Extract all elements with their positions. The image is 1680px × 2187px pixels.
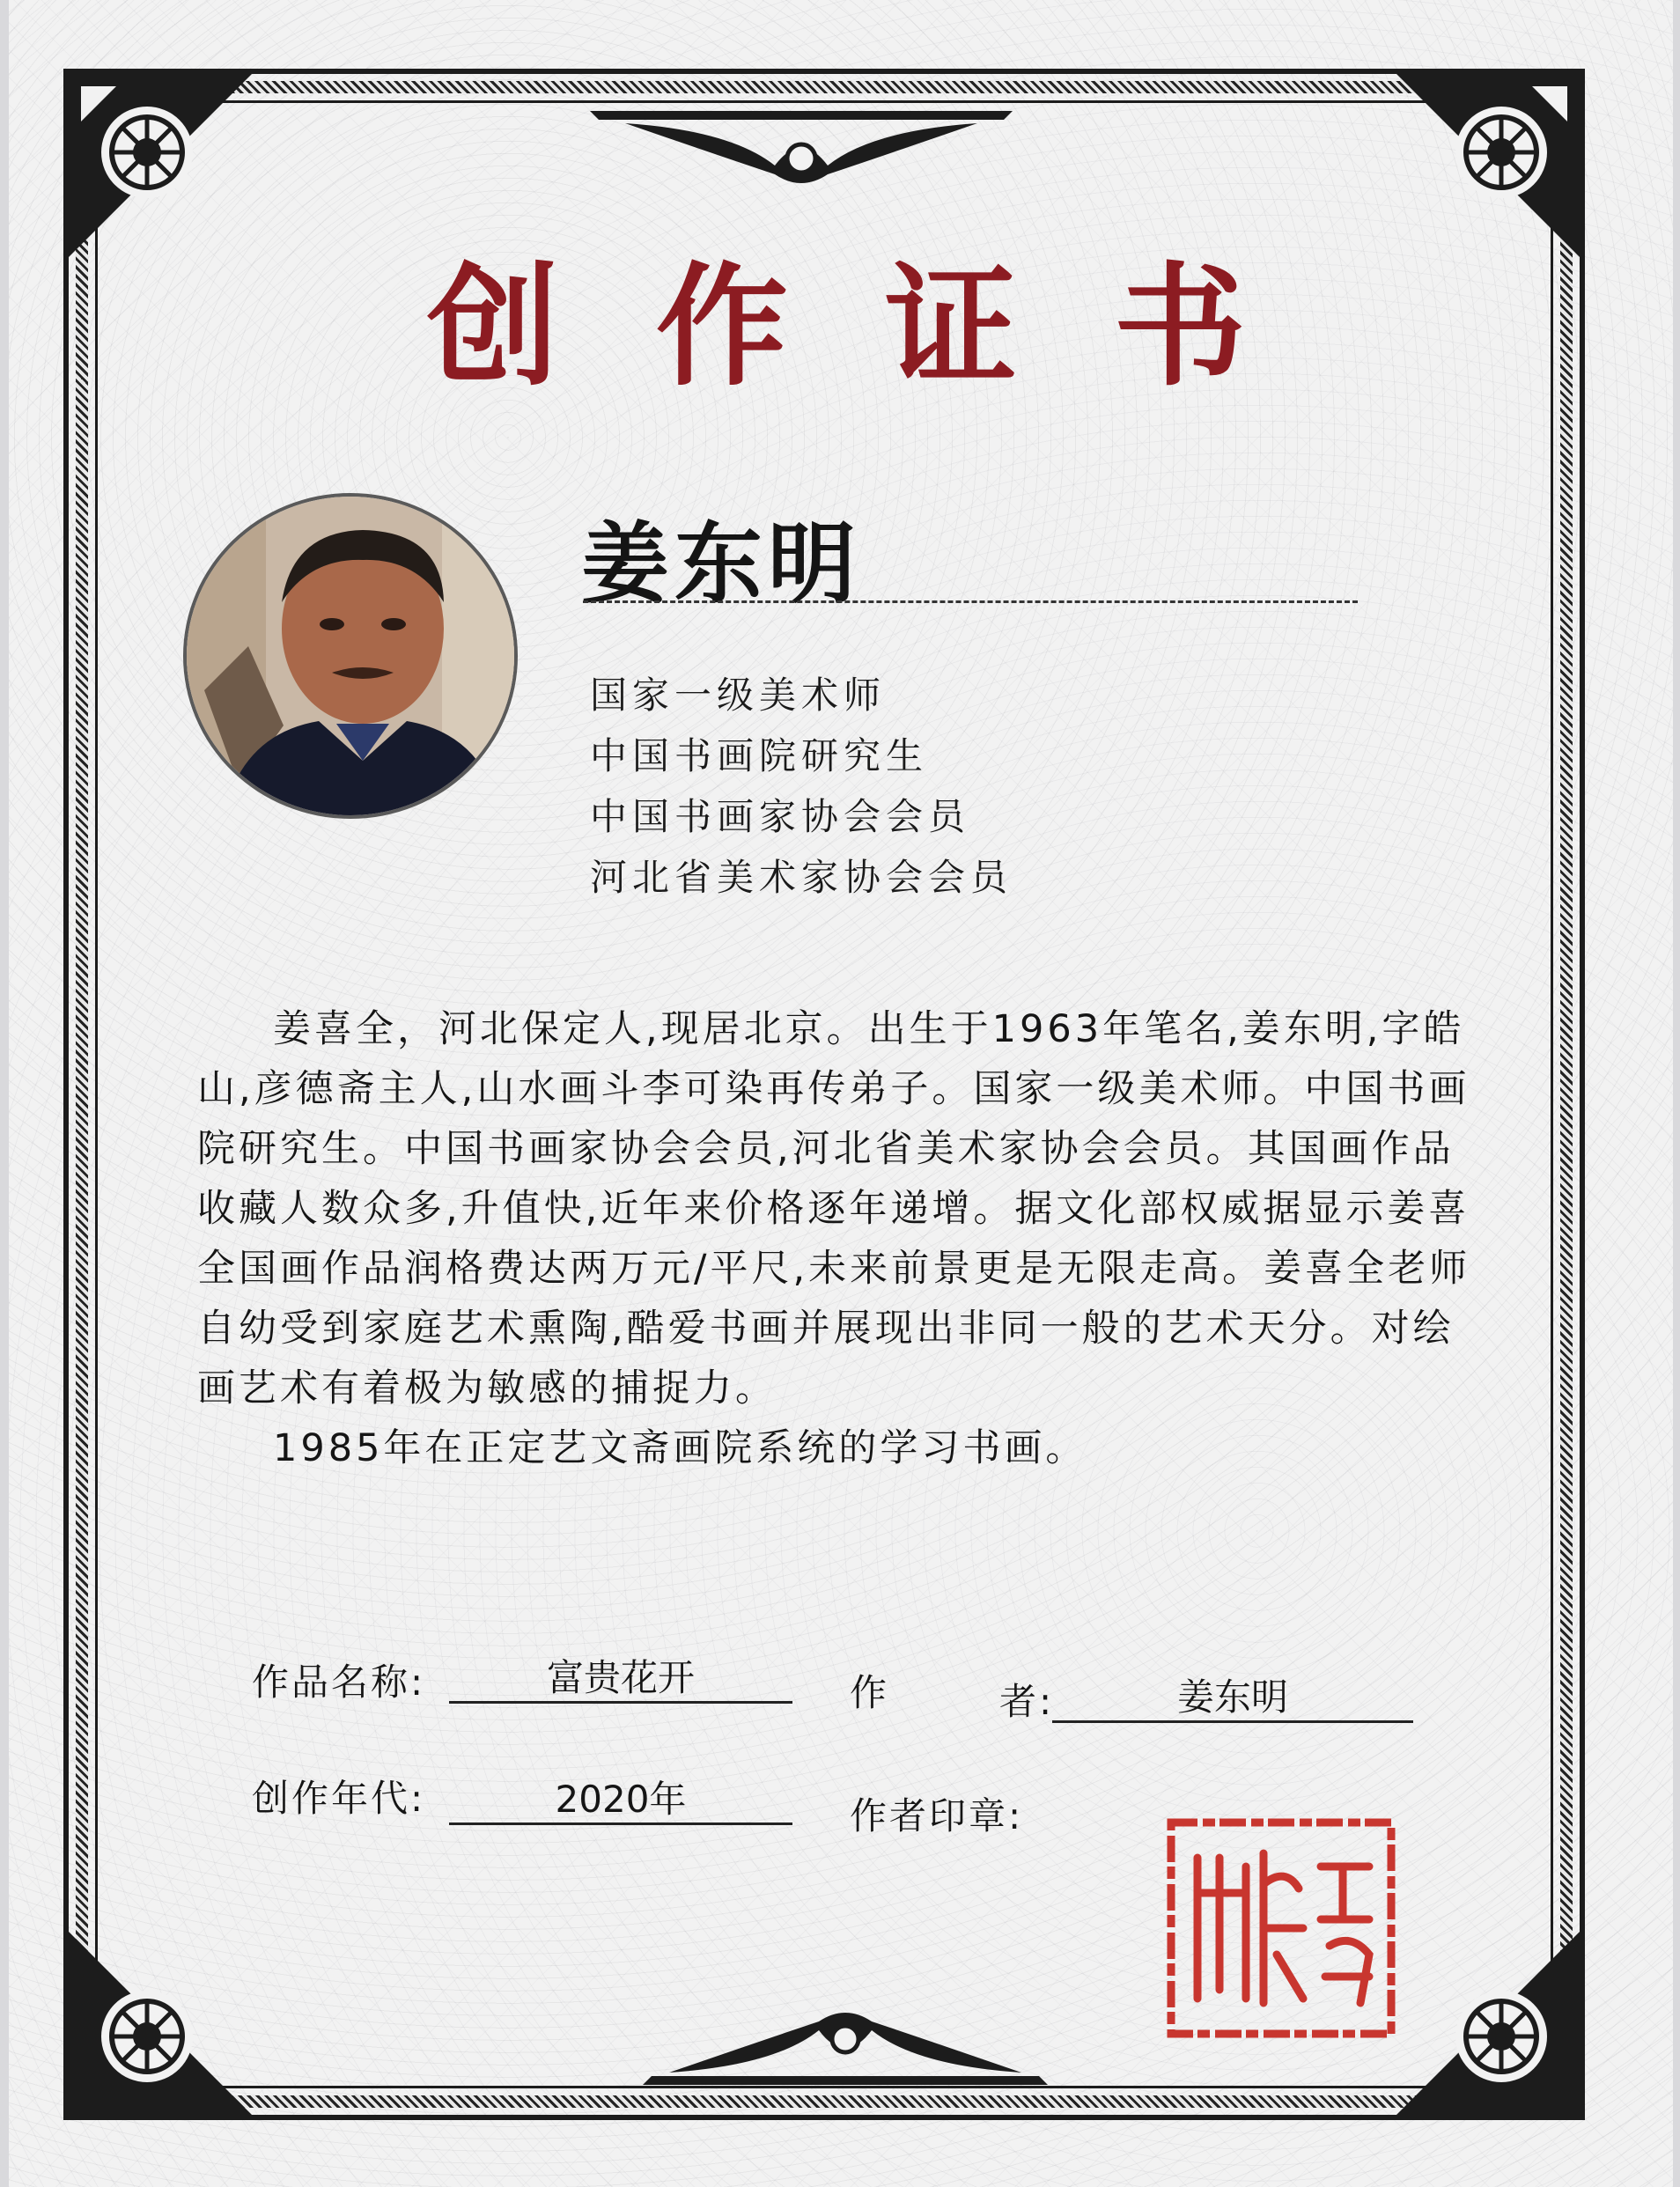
top-ornament-icon: [590, 104, 1013, 201]
biography-paragraph: 姜喜全，河北保定人,现居北京。出生于1963年笔名,姜东明,字皓山,彦德斋主人,山水画斗李可染再传弟子。国家一级美术师。中国书画院研究生。中国书画家协会会员,河北省美术家协会会员。其国画作品收藏人数众多,升值快,近年来价格逐年递增。据文化部权威据显示姜喜全国画作品润格费达两万元/平尺,未来前景更是无限走高。姜喜全老师自幼受到家庭艺术熏陶,酷爱书画并展现出非同一般的艺术天分。对绘画艺术有着极为敏感的捕捉力。: [197, 1007, 1471, 1410]
artist-titles-list: [590, 665, 1013, 908]
corner-ornament-icon: [1391, 1926, 1585, 2120]
artist-title-item: 中国书画院研究生: [590, 734, 929, 777]
artist-title-item: 国家一级美术师: [590, 674, 887, 717]
artist-title-item: 河北省美术家协会会员: [590, 856, 1013, 899]
certificate-title: 创作证书: [426, 249, 1343, 404]
bottom-ornament-icon: [643, 1997, 1048, 2094]
artist-title-item: 中国书画家协会会员: [590, 795, 971, 838]
creation-year-label: 创作年代:: [252, 1777, 426, 1820]
artist-name: 姜东明: [581, 512, 861, 615]
author-label-part-1: 作: [850, 1671, 890, 1714]
author-label-part-2: 者:: [999, 1680, 1055, 1723]
artist-portrait-photo: [183, 493, 518, 819]
work-name-label: 作品名称:: [252, 1660, 426, 1704]
biography-paragraph: 1985年在正定艺文斋画院系统的学习书画。: [273, 1426, 1087, 1470]
work-name-value: 富贵花开: [449, 1655, 792, 1704]
name-divider: [583, 600, 1358, 603]
artist-biography: [197, 999, 1492, 1478]
creation-year-value: 2020年: [449, 1777, 792, 1825]
certificate-sheet: [9, 0, 1673, 2187]
corner-ornament-icon: [63, 1926, 257, 2120]
red-seal-stamp-icon: [1162, 1814, 1400, 2043]
author-value: 姜东明: [1052, 1675, 1413, 1723]
author-seal-label: 作者印章:: [850, 1794, 1024, 1837]
